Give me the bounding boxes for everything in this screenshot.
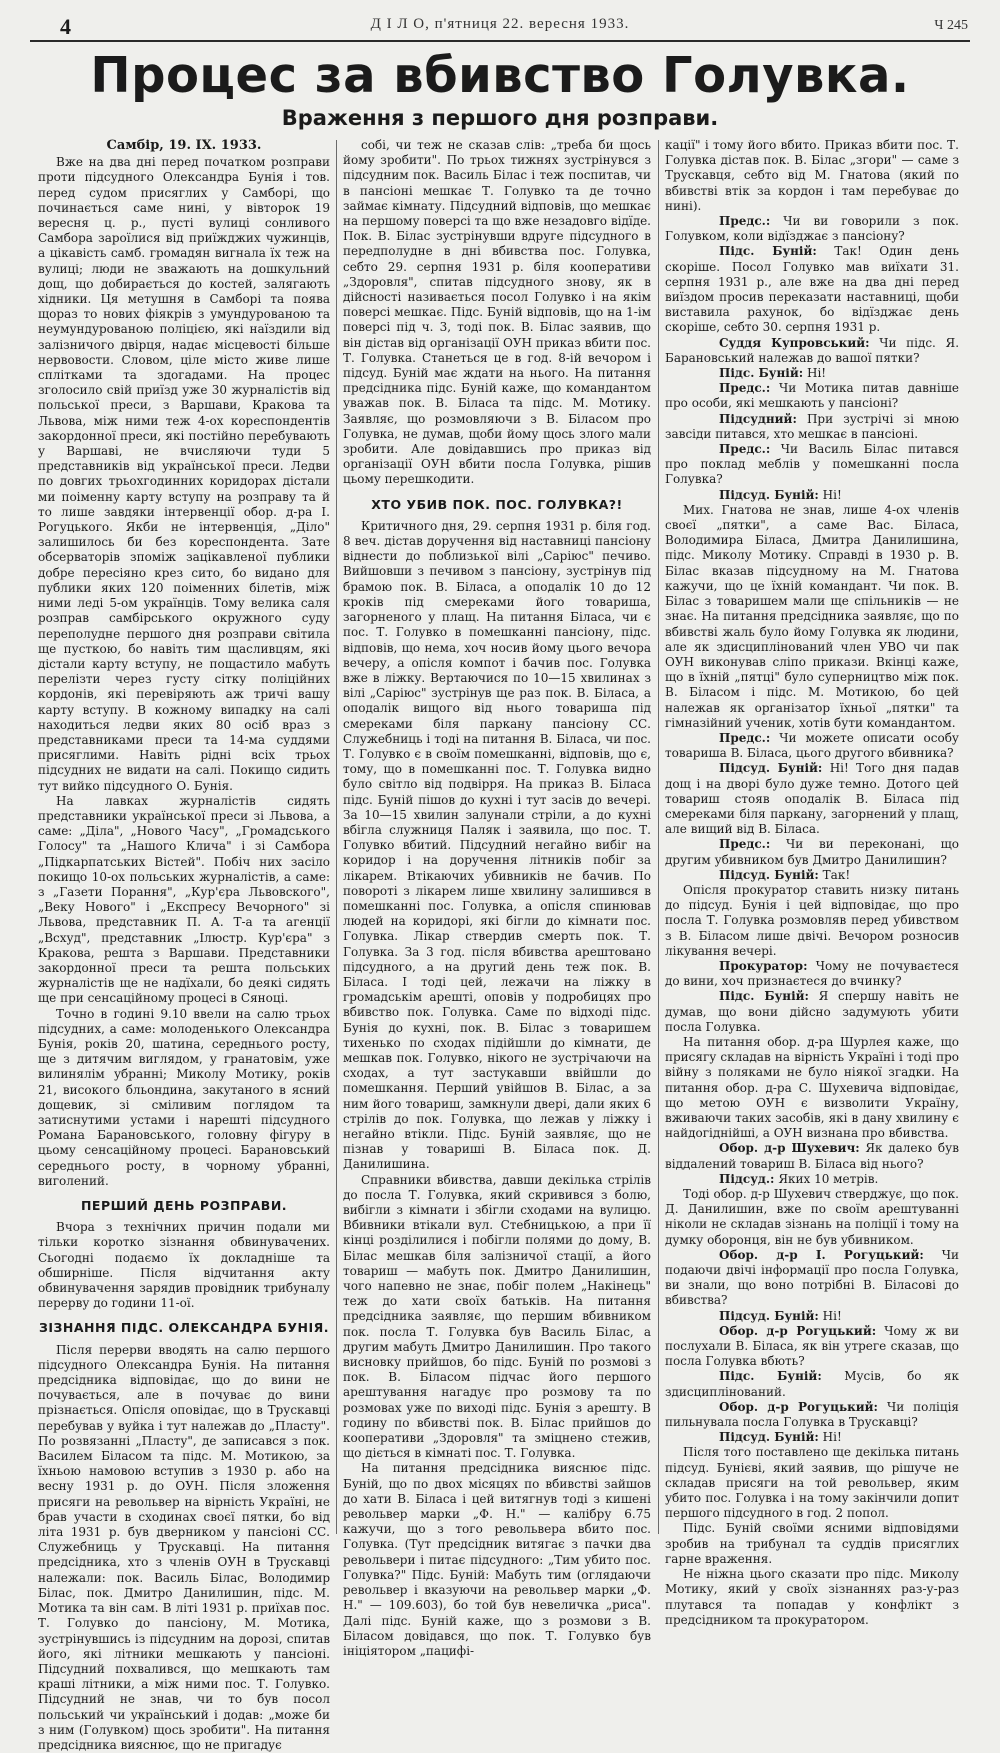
speaker: Прокуратор: bbox=[719, 958, 808, 973]
speaker: Обор. д-р Рогуцький: bbox=[719, 1323, 877, 1338]
headline: Процес за вбивство Голувка. bbox=[90, 47, 910, 104]
speaker: Предс.: bbox=[719, 730, 771, 745]
column-divider bbox=[336, 140, 337, 1534]
utterance: Чому не почуваєтеся до вини, хоч признаєтеся до вчинку? bbox=[665, 958, 959, 989]
dateline: Самбір, 19. IX. 1933. bbox=[106, 138, 262, 153]
speaker: Підсуд. Буній: bbox=[719, 487, 819, 502]
speaker: Підс. Буній: bbox=[719, 1369, 822, 1384]
speaker: Предс.: bbox=[719, 381, 771, 396]
dialog-line bbox=[665, 761, 959, 837]
paragraph: Критичного дня, 29. серпня 1931 р. біля год. 8 веч. дістав доручення від наставниці пансіону віднести до поблизької вілі „Саріюс" печиво. Вийшовши з печивом з пансіону, зустрінув під брамою пок. В. Біласа, а оподалік 10 до 12 кроків під смереками його товариша, загорненого у плащ. На питання Біласа, чи є пос. Т. Голувко в помешканні пансіону, підс. відповів, що нема, хоч носив йому цього вечора вечеру, а опісля компот і бачив пос. Голувка вже в ліжку. Вертаючися по 10—15 хвилинах з вілі „Саріюс" зустрінув ще раз пок. В. Біласа, а оподалік вищого від нього товариша під смереками біля паркану пансіону СС. Служебниць і тоді на питання В. Біласа, чи пос. Т. Голувко є в своїм помешканні, відповів, що є, тому, що в помешканні пос. Т. Голувка видно було світло від подвірря. На приказ В. Біласа підс. Буній пішов до кухні і тут засів до вечері. За 10—15 хвилин залунали стріли, а до кухні вбігла служниця Паляк і заявила, що пос. Т. Голувко вбитий. Підсудний негайно вибіг на коридор і на доручення літників побіг за лікарем. Втікаючих убивників не бачив. По повороті з лікарем лише хвилину залишився в помешканні пос. Голувка, а опісля спинював людей на коридорі, які бігли до кімнати пос. Голувка. Лікар ствердив смерть пок. Т. Голувка. За 3 год. після вбивства арештовано підсудного, а на другий день теж пок. В. Біласа. І тоді цей, лежачи на ліжку в громадськім арешті, оповів у подробицях про вбивство пок. Голувка. Саме по відході підс. Бунія до кухні, пок. В. Білас з товаришем тихенько по сходах підійшли до кімнати, де мешкав пок. Голувко, нікого не зустрічаючи на сходах, а тут застукавши ввійшли до помешкання. Перший увійшов В. Білас, а за ним його товариш, замкнули двері, дали яких 6 стрілів до пок. Голувка, що лежав у ліжку і негайно втікли. Підс. Буній заявляє, що не пізнав у товариші В. Біласа пок. Д. Данилишина. bbox=[343, 518, 651, 1172]
utterance: Так! Один день скоріше. Посол Голувко мав виїхати 31. серпня 1931 р., але вже на два дні перед виїздом просив переказати наставниці, щоби виставила рахунок, бо відїзджає день скоріше, себто 30. серпня 1931 р. bbox=[665, 244, 959, 335]
utterance: Як далеко був віддалений товариш В. Біласа від нього? bbox=[665, 1141, 959, 1171]
issue-number: Ч 245 bbox=[934, 18, 968, 33]
article-column-1 bbox=[38, 138, 330, 1752]
utterance: Чи Василь Білас питався про поклад меблів у помешканні посла Голувка? bbox=[665, 442, 959, 487]
speaker: Предс.: bbox=[719, 837, 771, 852]
dialog-line bbox=[665, 959, 959, 989]
paragraph: Опісля прокуратор ставить низку питань до підсуд. Бунія і цей відповідає, що про посла Т. Голувка розмовляв перед убивством з В. Біласом лише двічі. Вечором розносив лікування вечері. bbox=[665, 882, 959, 958]
utterance: Чому ж ви послухали В. Біласа, як він утреге сказав, що посла Голувка вбють? bbox=[665, 1323, 959, 1369]
utterance: Мусів, бо як здисциплінований. bbox=[665, 1369, 959, 1399]
utterance: Чи Мотика питав давніше про особи, які мешкають у пансіоні? bbox=[665, 381, 959, 411]
section-heading: ХТО УБИВ ПОК. ПОС. ГОЛУВКА?! bbox=[371, 496, 623, 512]
dialog-line bbox=[665, 1430, 959, 1445]
paragraph: На лавках журналістів сидять представники української преси зі Львова, а саме: „Діла", „Нового Часу", „Громадського Голосу" та „Нашого Клича" і зі Самбора „Підкарпатських Вістей". Побіч них засіло покищо 10-ох польських журналістів, а саме: з „Газети Порання", „Кур'єра Львовского", „Веку Нового" і „Експресу Вечорного" зі Львова, представник П. А. Т-а та агенції „Всхуд", представник „Ілюстр. Кур'єра" з Кракова, решта з Варшави. Представники закордонної преси та решта польських журналістів ще не надїхали, бо деякі сидять ще при сенсаційному процесі в Сяноці. bbox=[38, 793, 330, 1006]
utterance: Чи ви говорили з пок. Голувком, коли відїзджає з пансіону? bbox=[665, 214, 959, 244]
speaker: Обор. д-р Шухевич: bbox=[719, 1141, 860, 1156]
paragraph: На питання обор. д-ра Шурлея каже, що присягу складав на вірність Україні і тоді про війну з поляками не було ніякої згадки. На питання обор. д-ра С. Шухевича відповідає, що метою ОУН є визволити Україну, вживаючи таких засобів, які в дану хвилину є найдогіднійші, а ОУН визнана про вбивства. bbox=[665, 1034, 959, 1141]
section-heading: ПЕРШИЙ ДЕНЬ РОЗПРАВИ. bbox=[80, 1198, 288, 1214]
speaker: Предс.: bbox=[719, 214, 771, 229]
speaker: Підсуд. Буній: bbox=[719, 761, 823, 776]
dialog-line bbox=[665, 244, 959, 335]
masthead: Д І Л О, п'ятниця 22. вересня 1933. bbox=[370, 16, 630, 32]
utterance: Ні! bbox=[822, 1430, 842, 1445]
page-header bbox=[30, 14, 970, 42]
paragraph: Миx. Гнатова не знав, лише 4-ох членів своєї „пятки", а саме Вас. Біласа, Володимира Біласа, Дмитра Данилишина, підс. Миколу Мотику. Справді в 1930 р. В. Білас вказав підсудному на М. Гнатова кажучи, що це їхній командант. Чи пок. В. Білас з товаришем мали ще спільників — не знає. На питання предсідника заявляє, що по вбивстві жаль було йому Голувка як людини, але як здисциплінований член УВО чи пак ОУН виконував сліпо прикази. Вкінці каже, що в їхній „пятці" було суперництво між пок. В. Біласом і підс. М. Мотикою, бо цей належав як організатор їхньої „пятки" та гімназійний ученик, хотів бути командантом. bbox=[665, 502, 959, 730]
utterance: Ні! Того дня падав дощ і на дворі було дуже темно. Дотого цей товариш стояв оподалік В. Біласа під смереками біля паркану, загорнений у плащ, але вищий від В. Біласа. bbox=[665, 761, 960, 837]
utterance: Ні! bbox=[807, 366, 827, 381]
utterance: Чи можете описати особу товариша В. Біласа, цього другого вбивника? bbox=[665, 730, 959, 761]
article-column-3 bbox=[665, 138, 960, 1627]
dialog-line bbox=[665, 366, 959, 381]
dialog-line bbox=[665, 412, 959, 442]
utterance: При зустрічі зі мною завсіди питався, хто мешкає в пансіоні. bbox=[665, 411, 959, 441]
utterance: Ні! bbox=[822, 1308, 842, 1323]
paragraph: кації" і тому його вбито. Приказ вбити пос. Т. Голувка дістав пок. В. Білас „згори" — саме з Трускавця, себто від М. Гнатова (який по вбивстві втік за кордон і там перебуває до нині). bbox=[665, 138, 959, 213]
dialog-line bbox=[665, 837, 959, 867]
dialog-line bbox=[665, 1248, 959, 1309]
speaker: Підс. Буній: bbox=[719, 244, 817, 259]
dialog-line bbox=[665, 731, 959, 761]
paragraph: Підс. Буній своїми ясними відповідями зробив на трибунал та суддів присяглих гарне враження. bbox=[665, 1521, 959, 1566]
dialog-line bbox=[665, 1369, 959, 1399]
utterance: Чи ви переконані, що другим убивником був Дмитро Данилишин? bbox=[665, 837, 959, 867]
utterance: Яких 10 метрів. bbox=[778, 1171, 879, 1186]
article-column-2 bbox=[343, 138, 651, 1658]
utterance: Ні! bbox=[822, 487, 842, 502]
paragraph: Справники вбивства, давши декілька стрілів до посла Т. Голувка, який скривився з болю, вибігли з кімнати і збігли сходами на вулицю. Вбивники втікали вул. Стебницькою, а при її кінці розділилися і побігли полями до дому, В. Білас мешкав біля залізничої стації, а його товариш — мабуть пок. Дмитро Данилишин, чого напевно не знає, побіг полем „Накінець" теж до хати своїх батьків. На питання предсідника заявляє, що першим вбивником пок. посла Т. Голувка був Василь Білас, а другим мабуть Дмитро Данилишин. Про такого висновку прийшов, бо підс. Буній по розмові з пок. В. Біласом підчас його першого арештування нагадує про розмову та по розмовах уже по виході підс. Бунія з арешту. В годину по вбивстві пок. В. Білас прийшов до кооперативи „Здоровля" та зміцнено стежив, що діється в кімнаті пос. Т. Голувка. bbox=[343, 1172, 651, 1461]
utterance: Чи подаючи двічі інформації про посла Голувка, ви знали, що воно потрібні В. Біласові до вбивства? bbox=[665, 1247, 959, 1308]
paragraph: Вже на два дні перед початком розправи проти підсудного Олександра Бунія і тов. перед судом присяглих у Самборі, що починається саме нині, у вівторок 19 вересня ц. р., пусті вулиці сонливого Самбора зароїлися від приїжджих чужинців, а цікавість самб. громадян вигнала їх теж на вулиці; люди не зважають на дошкульний дощ, що добирається до костей, залягають хідники. Ця метушня в Самборі та поява щораз то нових фіякрів з умундурованою та неумундурованою поліцією, які наїздили від залізничого двірця, надає місцевості більше нервовости. Словом, ціле місто живе лише сплітками та здогадами. На процес зголосило свій приїзд уже 30 журналістів від польської преси, з Варшави, Кракова та Львова, між ними теж 4-ох кореспондентів закордонної преси, які постійно перебувають у Варшаві, не вчисляючи туди 5 представників від української преси. Ледви по довгих трьохгодинних коридорах дістали ми поіменну карту вступу на розправу та й то лише завдяки інтервенції обор. д-ра І. Рогуцького. Якби не інтервенція, „Діло" залишилось би без кореспондента. Зате обсерваторів зпоміж зацікавленої публики добре пересіяно крез сито, бо видано для публики яких 120 поіменних білетів, між ними леді 5-ом українців. Тому велика саля розправ самбірського окружного суду переполудне першого дня розправи світила ще пусткою, бо навіть тим щасливцям, які дістали карту вступу, не пощастило мабуть перелізти через густу сітку поліційних кордонів, які перевіряють аж тричі вашу карту вступу. В кожному випадку на салі находиться ледви яких 80 осіб враз з представниками преси та 14-ма суддями присяглими. Навіть рідні всіх трьох підсудних не видати на салі. Покищо сидить тут вийко підсудного О. Бунія. bbox=[38, 155, 330, 793]
dialog-line bbox=[665, 442, 959, 488]
speaker: Підс. Буній: bbox=[719, 366, 804, 381]
speaker: Підсуд. Буній: bbox=[719, 1308, 819, 1323]
speaker: Обор. д-р І. Рогуцький: bbox=[719, 1247, 924, 1262]
utterance: Чи поліція пильнувала посла Голувка в Трускавці? bbox=[665, 1399, 959, 1430]
speaker: Підсуд. Буній: bbox=[719, 1430, 819, 1445]
dialog-line bbox=[665, 1400, 959, 1430]
section-heading: ЗІЗНАННЯ ПІДС. ОЛЕКСАНДРА БУНІЯ. bbox=[38, 1320, 329, 1336]
speaker: Обор. д-р Рогуцький: bbox=[719, 1399, 878, 1414]
dialog-line bbox=[665, 1172, 959, 1187]
speaker: Суддя Купровський: bbox=[719, 335, 870, 350]
dialog-line bbox=[665, 989, 959, 1035]
page-number: 4 bbox=[60, 14, 71, 39]
dialog-line bbox=[665, 1324, 959, 1370]
utterance: Я спершу навіть не думав, що вони дійсно задумують убити посла Голувка. bbox=[665, 989, 959, 1034]
utterance: Чи підс. Я. Барановський належав до вашої пятки? bbox=[665, 335, 960, 365]
dialog-line bbox=[665, 381, 959, 411]
speaker: Підс. Буній: bbox=[719, 989, 809, 1004]
paragraph: На питання предсідника вияснює підс. Буній, що по двох місяцях по вбивстві зайшов до хати В. Біласа і цей витягнув тоді з кишені револьвер марки „Ф. Н." — калібру 6.75 кажучи, що з того револьвера вбито пос. Голувка. (Тут предсідник витягає з пачки два револьвери і питає підсудного: „Тим убито пос. Голувка?" Підс. Буній: Мабуть тим (оглядаючи револьвер і вказуючи на револьвер марки „Ф. Н." — 109.603), бо той був невеличка „риса". Далі підс. Буній каже, що з розмови з В. Біласом довідався, що пок. Т. Голувко був ініціятором „пацифі- bbox=[343, 1461, 651, 1658]
column-divider bbox=[658, 140, 659, 1534]
dialog-line bbox=[665, 1141, 959, 1171]
speaker: Підсуд. Буній: bbox=[719, 867, 819, 882]
speaker: Підсуд.: bbox=[719, 1171, 775, 1186]
paragraph: Тоді обор. д-р Шухевич стверджує, що пок. Д. Данилишин, вже по своїм арештуванні ніколи не складав зізнань на поліції і тому на думку оборонця, він не був убивником. bbox=[665, 1187, 959, 1247]
utterance: Так! bbox=[822, 867, 851, 882]
paragraph: Після перерви вводять на салю першого підсудного Олександра Бунія. На питання предсідника відповідає, що до вини не почувається, але в почуває до вини прізнається. Опісля оповідає, що в Трускавці перебував у вуйка і тут належав до „Пласту". По розвязанні „Пласту", де записався з пок. Василем Біласом та підс. М. Мотикою, за їхньою намовою вступив з 1930 р. або на весну 1931 р. до ОУН. Після зложення присяги на револьвер на вірність Україні, не брав участи в сходинах своєї пятки, бо від літа 1931 р. був дверником у пансіоні СС. Служебниць у Трускавці. На питання предсідника, хто з членів ОУН в Трускавці належали: пок. Василь Білас, Володимир Білас, пок. Дмитро Данилишин, підс. М. Мотика та він сам. В літі 1931 р. приїхав пос. Т. Голувко до пансіону, М. Мотика, зустрінувшись із підсудним на дорозі, спитав його, які літники мешкають у пансіоні. Підсудний похвалився, що мешкають там краші літники, а між ними пос. Т. Голувко. Підсудний не знав, чи то був посол польський чи український і додав: „може би з ним (Голувком) щось зробити". На питання предсідника вияснює, що не пригадує bbox=[38, 1342, 330, 1752]
dialog-line bbox=[665, 1309, 959, 1324]
dialog-line bbox=[665, 214, 959, 244]
speaker: Предс.: bbox=[719, 442, 771, 457]
speaker: Підсудний: bbox=[719, 411, 797, 426]
dialog-line bbox=[665, 336, 959, 366]
paragraph: Вчора з технічних причин подали ми тільки коротко зізнання обвинувачених. Сьогодні подаємо їх докладніше та обширніше. Після відчитання акту обвинувачення зарядив провідник трибуналу перерву до години 11-ої. bbox=[38, 1220, 330, 1311]
paragraph: собі, чи теж не сказав слів: „треба би щось йому зробити". По трьох тижнях зустрінувся з підсудним пок. Василь Білас і теж поспитав, чи в пансіоні мешкає Т. Голувко та де точно займає кімнату. Підсудний відповів, що мешкає на першому поверсі та що вже незадовго відїде. Пок. В. Білас зустрінувши вдруге підсудного в передполудне в дні вбивства пос. Голувка, себто 29. серпня 1931 р. біля кооперативи „Здоровля", спитав підсудного знову, як в дійсності називається посол Голувко і на якім поверсі мешкає. Підс. Буній відповів, що на 1-ім поверсі під ч. 3, тоді пок. В. Білас заявив, що він дістав від організації ОУН приказ вбити пос. Т. Голувка. Станеться це в год. 8-ій вечором і підсуд. Буній має ждати на нього. На питання предсідника підс. Буній каже, що командантом уважав пок. В. Біласа та підс. М. Мотику. Заявляє, що розмовляючи з В. Біласом про Голувка, не думав, щоби йому щось злого мали зробити. Але довідавшись про приказ від організації ОУН вбити посла Голувка, рішив цьому перешкодити. bbox=[343, 138, 651, 487]
paragraph: Не ніжна цього сказати про підс. Миколу Мотику, який у своїх зізнаннях раз-у-раз плутався та попадав у конфлікт з предсідником та прокуратором. bbox=[665, 1567, 959, 1627]
subheadline: Враження з першого дня розправи. bbox=[281, 106, 719, 130]
dialog-line bbox=[665, 488, 959, 503]
paragraph: Точно в годині 9.10 ввели на салю трьох підсудних, а саме: молоденького Олександра Бунія, років 20, шатина, середнього росту, ще з дитячим виглядом, у гранатовім, уже вилинялім убранні; Миколу Мотику, років 21, високого бльондина, закутаного в ясний дощевик, зі сміливим поглядом та затиснутими устами і нарешті підсудного Романа Барановського, головну фігуру в цьому сенсаційному процесі. Барановський середнього росту, в чорному убранні, виголений. bbox=[38, 1006, 330, 1188]
dialog-line bbox=[665, 868, 959, 883]
paragraph: Після того поставлено ще декілька питань підсуд. Бунієві, який заявив, що рішуче не складав присяги на той револьвер, яким убито пос. Голувка і на тому закінчили допит першого підсудного в год. 2 попол. bbox=[665, 1445, 959, 1521]
